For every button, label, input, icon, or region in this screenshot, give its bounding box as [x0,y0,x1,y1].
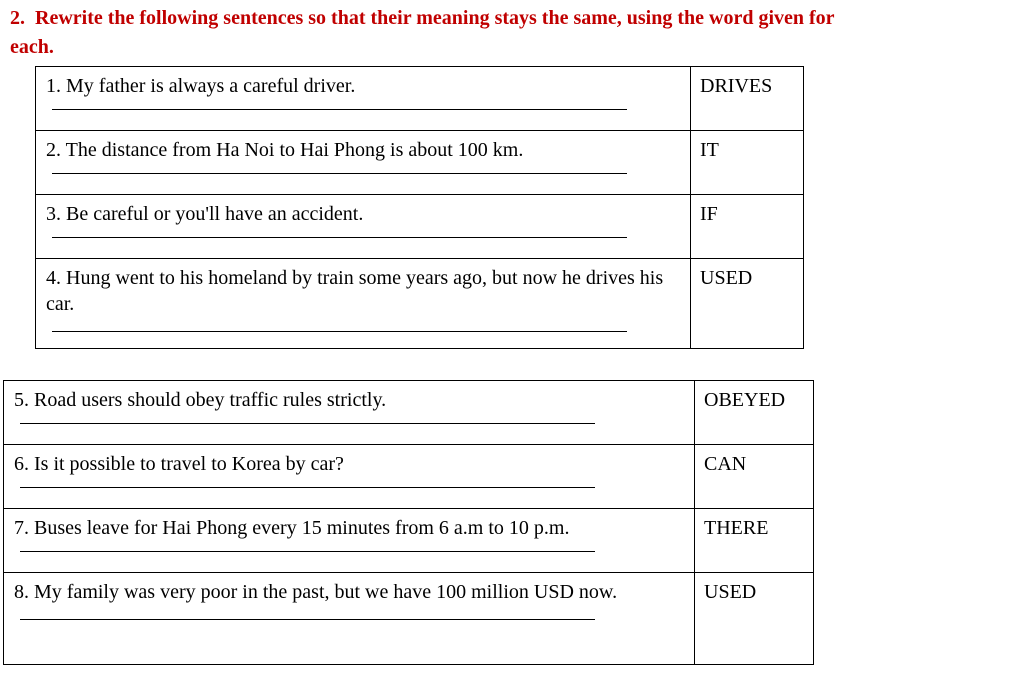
keyword-cell: CAN [695,445,814,509]
sentence-text: 2. The distance from Ha Noi to Hai Phong is about 100 km. [46,139,524,161]
sentence-cell [4,381,695,445]
table-row [4,573,814,665]
answer-line[interactable] [20,619,595,620]
sentence-cell [36,195,691,259]
answer-line[interactable] [20,551,595,552]
keyword-cell: USED [695,573,814,665]
exercise-table-1 [35,66,804,349]
sentence-text: 1. My father is always a careful driver. [46,75,356,97]
sentence-text: 7. Buses leave for Hai Phong every 15 minutes from 6 a.m to 10 p.m. [14,517,570,539]
sentence-cell [36,67,691,131]
keyword-cell: DRIVES [691,67,804,131]
answer-line[interactable] [52,237,627,238]
table-row [4,381,814,445]
keyword-cell: THERE [695,509,814,573]
exercise-heading [10,4,840,62]
answer-line[interactable] [52,109,627,110]
answer-line[interactable] [20,487,595,488]
sentence-cell [4,573,695,665]
table-row [36,67,804,131]
sentence-text: 8. My family was very poor in the past, but we have 100 million USD now. [14,581,618,603]
answer-line[interactable] [52,331,627,332]
keyword-cell: IT [691,131,804,195]
table-row [36,131,804,195]
exercise-table-2 [3,380,814,665]
sentence-text: 3. Be careful or you'll have an accident. [46,203,364,225]
table-row [36,195,804,259]
answer-line[interactable] [20,423,595,424]
keyword-cell: IF [691,195,804,259]
sentence-cell [4,509,695,573]
sentence-text: 4. Hung went to his homeland by train some years ago, but now he drives his car. [46,267,664,315]
answer-line[interactable] [52,173,627,174]
exercise-instruction: Rewrite the following sentences so that their meaning stays the same, using the word given for each. [10,7,835,58]
keyword-cell: USED [691,259,804,349]
table-row [4,509,814,573]
sentence-cell [36,259,691,349]
keyword-cell: OBEYED [695,381,814,445]
sentence-cell [36,131,691,195]
sentence-text: 6. Is it possible to travel to Korea by car? [14,453,344,475]
table-row [36,259,804,349]
sentence-cell [4,445,695,509]
table-row [4,445,814,509]
sentence-text: 5. Road users should obey traffic rules strictly. [14,389,387,411]
exercise-number: 2. [10,7,25,29]
